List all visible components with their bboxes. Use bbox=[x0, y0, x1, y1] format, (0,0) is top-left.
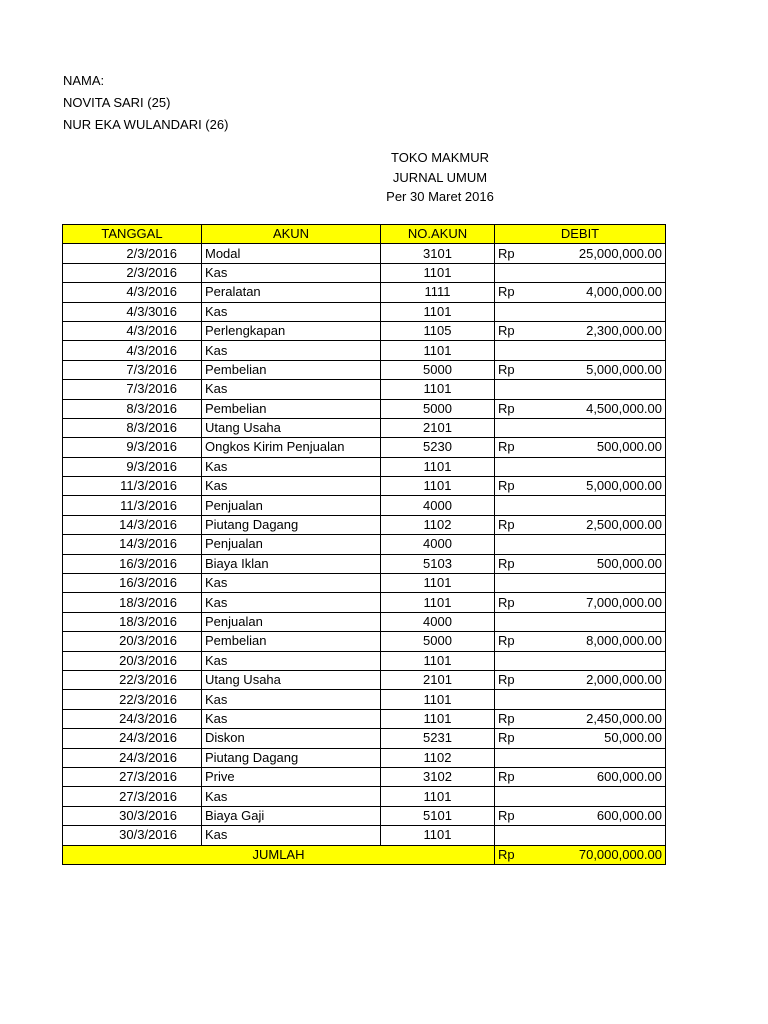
cell-debit bbox=[495, 244, 666, 263]
cell-debit bbox=[495, 612, 666, 631]
table-header-row bbox=[63, 225, 666, 244]
cell-akun: Biaya Gaji bbox=[202, 806, 381, 825]
cell-currency: Rp bbox=[498, 730, 515, 746]
cell-akun: Piutang Dagang bbox=[202, 748, 381, 767]
table-row bbox=[63, 651, 666, 670]
cell-debit bbox=[495, 457, 666, 476]
cell-no-akun: 3102 bbox=[381, 767, 495, 786]
table-row bbox=[63, 690, 666, 709]
cell-date: 20/3/2016 bbox=[63, 651, 202, 670]
cell-no-akun: 5000 bbox=[381, 399, 495, 418]
cell-no-akun: 5231 bbox=[381, 729, 495, 748]
cell-akun: Kas bbox=[202, 593, 381, 612]
company-name: TOKO MAKMUR bbox=[391, 150, 489, 165]
cell-currency: Rp bbox=[498, 284, 515, 300]
cell-date: 14/3/2016 bbox=[63, 515, 202, 534]
cell-no-akun: 1101 bbox=[381, 787, 495, 806]
cell-debit bbox=[495, 574, 666, 593]
table-row bbox=[63, 748, 666, 767]
table-row bbox=[63, 632, 666, 651]
cell-debit bbox=[495, 380, 666, 399]
cell-date: 27/3/2016 bbox=[63, 767, 202, 786]
cell-debit bbox=[495, 767, 666, 786]
column-header-akun: AKUN bbox=[202, 225, 381, 244]
cell-akun: Perlengkapan bbox=[202, 321, 381, 340]
table-row bbox=[63, 283, 666, 302]
table-row bbox=[63, 593, 666, 612]
cell-date: 2/3/2016 bbox=[63, 244, 202, 263]
cell-akun: Kas bbox=[202, 826, 381, 845]
cell-debit bbox=[495, 283, 666, 302]
cell-currency: Rp bbox=[498, 478, 515, 494]
cell-no-akun: 1101 bbox=[381, 574, 495, 593]
cell-date: 20/3/2016 bbox=[63, 632, 202, 651]
cell-debit-value: 600,000.00 bbox=[596, 769, 662, 785]
cell-currency: Rp bbox=[498, 633, 515, 649]
column-header-debit: DEBIT bbox=[495, 225, 666, 244]
cell-debit-value: 8,000,000.00 bbox=[586, 633, 662, 649]
cell-debit-value: 7,000,000.00 bbox=[586, 594, 662, 610]
cell-no-akun: 3101 bbox=[381, 244, 495, 263]
cell-currency: Rp bbox=[498, 323, 515, 339]
cell-akun: Ongkos Kirim Penjualan bbox=[202, 438, 381, 457]
cell-no-akun: 1101 bbox=[381, 593, 495, 612]
cell-currency: Rp bbox=[498, 769, 515, 785]
cell-date: 16/3/2016 bbox=[63, 554, 202, 573]
cell-no-akun: 1102 bbox=[381, 748, 495, 767]
journal-body bbox=[63, 244, 666, 845]
table-row bbox=[63, 767, 666, 786]
cell-debit bbox=[495, 690, 666, 709]
cell-debit bbox=[495, 806, 666, 825]
cell-date: 18/3/2016 bbox=[63, 593, 202, 612]
cell-no-akun: 5000 bbox=[381, 632, 495, 651]
cell-akun: Pembelian bbox=[202, 632, 381, 651]
table-row bbox=[63, 496, 666, 515]
table-row bbox=[63, 826, 666, 845]
cell-no-akun: 1101 bbox=[381, 341, 495, 360]
cell-date: 27/3/2016 bbox=[63, 787, 202, 806]
cell-date: 30/3/2016 bbox=[63, 806, 202, 825]
cell-date: 9/3/2016 bbox=[63, 457, 202, 476]
cell-no-akun: 1101 bbox=[381, 263, 495, 282]
total-row bbox=[63, 845, 666, 864]
cell-no-akun: 1102 bbox=[381, 515, 495, 534]
cell-debit bbox=[495, 515, 666, 534]
cell-no-akun: 4000 bbox=[381, 496, 495, 515]
cell-no-akun: 1101 bbox=[381, 302, 495, 321]
cell-akun: Piutang Dagang bbox=[202, 515, 381, 534]
cell-date: 4/3/2016 bbox=[63, 321, 202, 340]
cell-date: 14/3/2016 bbox=[63, 535, 202, 554]
cell-debit bbox=[495, 535, 666, 554]
cell-akun: Kas bbox=[202, 457, 381, 476]
total-cell bbox=[495, 845, 666, 864]
table-row bbox=[63, 670, 666, 689]
cell-debit bbox=[495, 670, 666, 689]
cell-debit bbox=[495, 593, 666, 612]
journal-title-block bbox=[290, 148, 590, 207]
cell-no-akun: 1101 bbox=[381, 709, 495, 728]
table-row bbox=[63, 477, 666, 496]
cell-currency: Rp bbox=[498, 710, 515, 726]
table-row bbox=[63, 574, 666, 593]
cell-debit bbox=[495, 302, 666, 321]
cell-akun: Kas bbox=[202, 263, 381, 282]
cell-debit-value: 4,500,000.00 bbox=[586, 400, 662, 416]
cell-debit bbox=[495, 729, 666, 748]
cell-no-akun: 2101 bbox=[381, 418, 495, 437]
cell-debit bbox=[495, 554, 666, 573]
cell-currency: Rp bbox=[498, 672, 515, 688]
cell-no-akun: 4000 bbox=[381, 535, 495, 554]
total-value: 70,000,000.00 bbox=[578, 846, 662, 862]
cell-debit bbox=[495, 418, 666, 437]
table-row bbox=[63, 709, 666, 728]
table-row bbox=[63, 263, 666, 282]
student-names-block bbox=[63, 70, 228, 136]
cell-date: 7/3/2016 bbox=[63, 360, 202, 379]
cell-date: 4/3/2016 bbox=[63, 283, 202, 302]
cell-akun: Modal bbox=[202, 244, 381, 263]
cell-date: 24/3/2016 bbox=[63, 748, 202, 767]
cell-date: 7/3/2016 bbox=[63, 380, 202, 399]
cell-debit bbox=[495, 748, 666, 767]
cell-no-akun: 5103 bbox=[381, 554, 495, 573]
cell-date: 4/3/3016 bbox=[63, 302, 202, 321]
cell-debit bbox=[495, 496, 666, 515]
cell-debit bbox=[495, 787, 666, 806]
cell-debit-value: 2,000,000.00 bbox=[586, 672, 662, 688]
cell-no-akun: 1101 bbox=[381, 457, 495, 476]
cell-date: 24/3/2016 bbox=[63, 729, 202, 748]
cell-debit-value: 500,000.00 bbox=[596, 439, 662, 455]
cell-currency: Rp bbox=[498, 245, 515, 261]
cell-date: 11/3/2016 bbox=[63, 496, 202, 515]
cell-debit bbox=[495, 826, 666, 845]
total-currency: Rp bbox=[498, 846, 515, 862]
cell-akun: Penjualan bbox=[202, 535, 381, 554]
cell-currency: Rp bbox=[498, 400, 515, 416]
table-row bbox=[63, 554, 666, 573]
cell-akun: Kas bbox=[202, 574, 381, 593]
table-row bbox=[63, 399, 666, 418]
cell-no-akun: 5000 bbox=[381, 360, 495, 379]
cell-currency: Rp bbox=[498, 439, 515, 455]
cell-akun: Kas bbox=[202, 651, 381, 670]
table-row bbox=[63, 729, 666, 748]
cell-akun: Penjualan bbox=[202, 496, 381, 515]
member-name: NOVITA SARI (25) bbox=[63, 95, 171, 110]
cell-debit bbox=[495, 651, 666, 670]
cell-akun: Kas bbox=[202, 477, 381, 496]
cell-currency: Rp bbox=[498, 594, 515, 610]
table-row bbox=[63, 341, 666, 360]
cell-currency: Rp bbox=[498, 517, 515, 533]
cell-date: 18/3/2016 bbox=[63, 612, 202, 631]
table-row bbox=[63, 418, 666, 437]
cell-debit-value: 50,000.00 bbox=[604, 730, 662, 746]
cell-no-akun: 1101 bbox=[381, 477, 495, 496]
table-row bbox=[63, 380, 666, 399]
cell-date: 22/3/2016 bbox=[63, 670, 202, 689]
cell-akun: Prive bbox=[202, 767, 381, 786]
cell-debit-value: 5,000,000.00 bbox=[586, 478, 662, 494]
cell-debit-value: 2,300,000.00 bbox=[586, 323, 662, 339]
cell-akun: Pembelian bbox=[202, 360, 381, 379]
table-row bbox=[63, 806, 666, 825]
cell-debit bbox=[495, 399, 666, 418]
cell-date: 8/3/2016 bbox=[63, 418, 202, 437]
column-header-no-akun: NO.AKUN bbox=[381, 225, 495, 244]
table-row bbox=[63, 244, 666, 263]
cell-no-akun: 1101 bbox=[381, 826, 495, 845]
cell-akun: Pembelian bbox=[202, 399, 381, 418]
cell-akun: Kas bbox=[202, 302, 381, 321]
journal-title: JURNAL UMUM bbox=[392, 169, 488, 185]
cell-akun: Kas bbox=[202, 709, 381, 728]
table-row bbox=[63, 535, 666, 554]
cell-debit-value: 4,000,000.00 bbox=[586, 284, 662, 300]
cell-akun: Utang Usaha bbox=[202, 670, 381, 689]
cell-no-akun: 1111 bbox=[381, 283, 495, 302]
cell-date: 30/3/2016 bbox=[63, 826, 202, 845]
table-row bbox=[63, 787, 666, 806]
cell-akun: Kas bbox=[202, 380, 381, 399]
cell-date: 16/3/2016 bbox=[63, 574, 202, 593]
cell-no-akun: 5101 bbox=[381, 806, 495, 825]
journal-period: Per 30 Maret 2016 bbox=[386, 189, 494, 204]
cell-currency: Rp bbox=[498, 361, 515, 377]
table-row bbox=[63, 457, 666, 476]
cell-akun: Kas bbox=[202, 787, 381, 806]
cell-debit bbox=[495, 709, 666, 728]
cell-no-akun: 5230 bbox=[381, 438, 495, 457]
general-journal-table bbox=[62, 224, 666, 865]
names-label: NAMA: bbox=[63, 73, 105, 88]
table-row bbox=[63, 360, 666, 379]
cell-akun: Diskon bbox=[202, 729, 381, 748]
cell-akun: Kas bbox=[202, 341, 381, 360]
cell-debit bbox=[495, 263, 666, 282]
table-row bbox=[63, 302, 666, 321]
cell-debit bbox=[495, 632, 666, 651]
cell-debit-value: 500,000.00 bbox=[596, 555, 662, 571]
cell-debit-value: 2,500,000.00 bbox=[586, 517, 662, 533]
cell-no-akun: 2101 bbox=[381, 670, 495, 689]
cell-akun: Utang Usaha bbox=[202, 418, 381, 437]
cell-akun: Kas bbox=[202, 690, 381, 709]
cell-date: 11/3/2016 bbox=[63, 477, 202, 496]
cell-date: 22/3/2016 bbox=[63, 690, 202, 709]
member-name: NUR EKA WULANDARI (26) bbox=[63, 117, 229, 132]
cell-no-akun: 4000 bbox=[381, 612, 495, 631]
table-row bbox=[63, 515, 666, 534]
cell-no-akun: 1105 bbox=[381, 321, 495, 340]
cell-debit bbox=[495, 477, 666, 496]
cell-debit bbox=[495, 360, 666, 379]
cell-date: 8/3/2016 bbox=[63, 399, 202, 418]
cell-debit-value: 600,000.00 bbox=[596, 807, 662, 823]
cell-debit bbox=[495, 341, 666, 360]
cell-debit-value: 25,000,000.00 bbox=[578, 245, 662, 261]
cell-debit bbox=[495, 438, 666, 457]
cell-no-akun: 1101 bbox=[381, 690, 495, 709]
cell-debit-value: 2,450,000.00 bbox=[586, 710, 662, 726]
cell-no-akun: 1101 bbox=[381, 651, 495, 670]
cell-currency: Rp bbox=[498, 555, 515, 571]
cell-currency: Rp bbox=[498, 807, 515, 823]
cell-akun: Penjualan bbox=[202, 612, 381, 631]
cell-date: 4/3/2016 bbox=[63, 341, 202, 360]
cell-date: 24/3/2016 bbox=[63, 709, 202, 728]
column-header-tanggal: TANGGAL bbox=[63, 225, 202, 244]
table-row bbox=[63, 321, 666, 340]
total-label: JUMLAH bbox=[63, 845, 495, 864]
cell-akun: Peralatan bbox=[202, 283, 381, 302]
cell-akun: Biaya Iklan bbox=[202, 554, 381, 573]
table-row bbox=[63, 612, 666, 631]
cell-date: 2/3/2016 bbox=[63, 263, 202, 282]
table-row bbox=[63, 438, 666, 457]
cell-date: 9/3/2016 bbox=[63, 438, 202, 457]
cell-debit bbox=[495, 321, 666, 340]
cell-no-akun: 1101 bbox=[381, 380, 495, 399]
cell-debit-value: 5,000,000.00 bbox=[586, 361, 662, 377]
